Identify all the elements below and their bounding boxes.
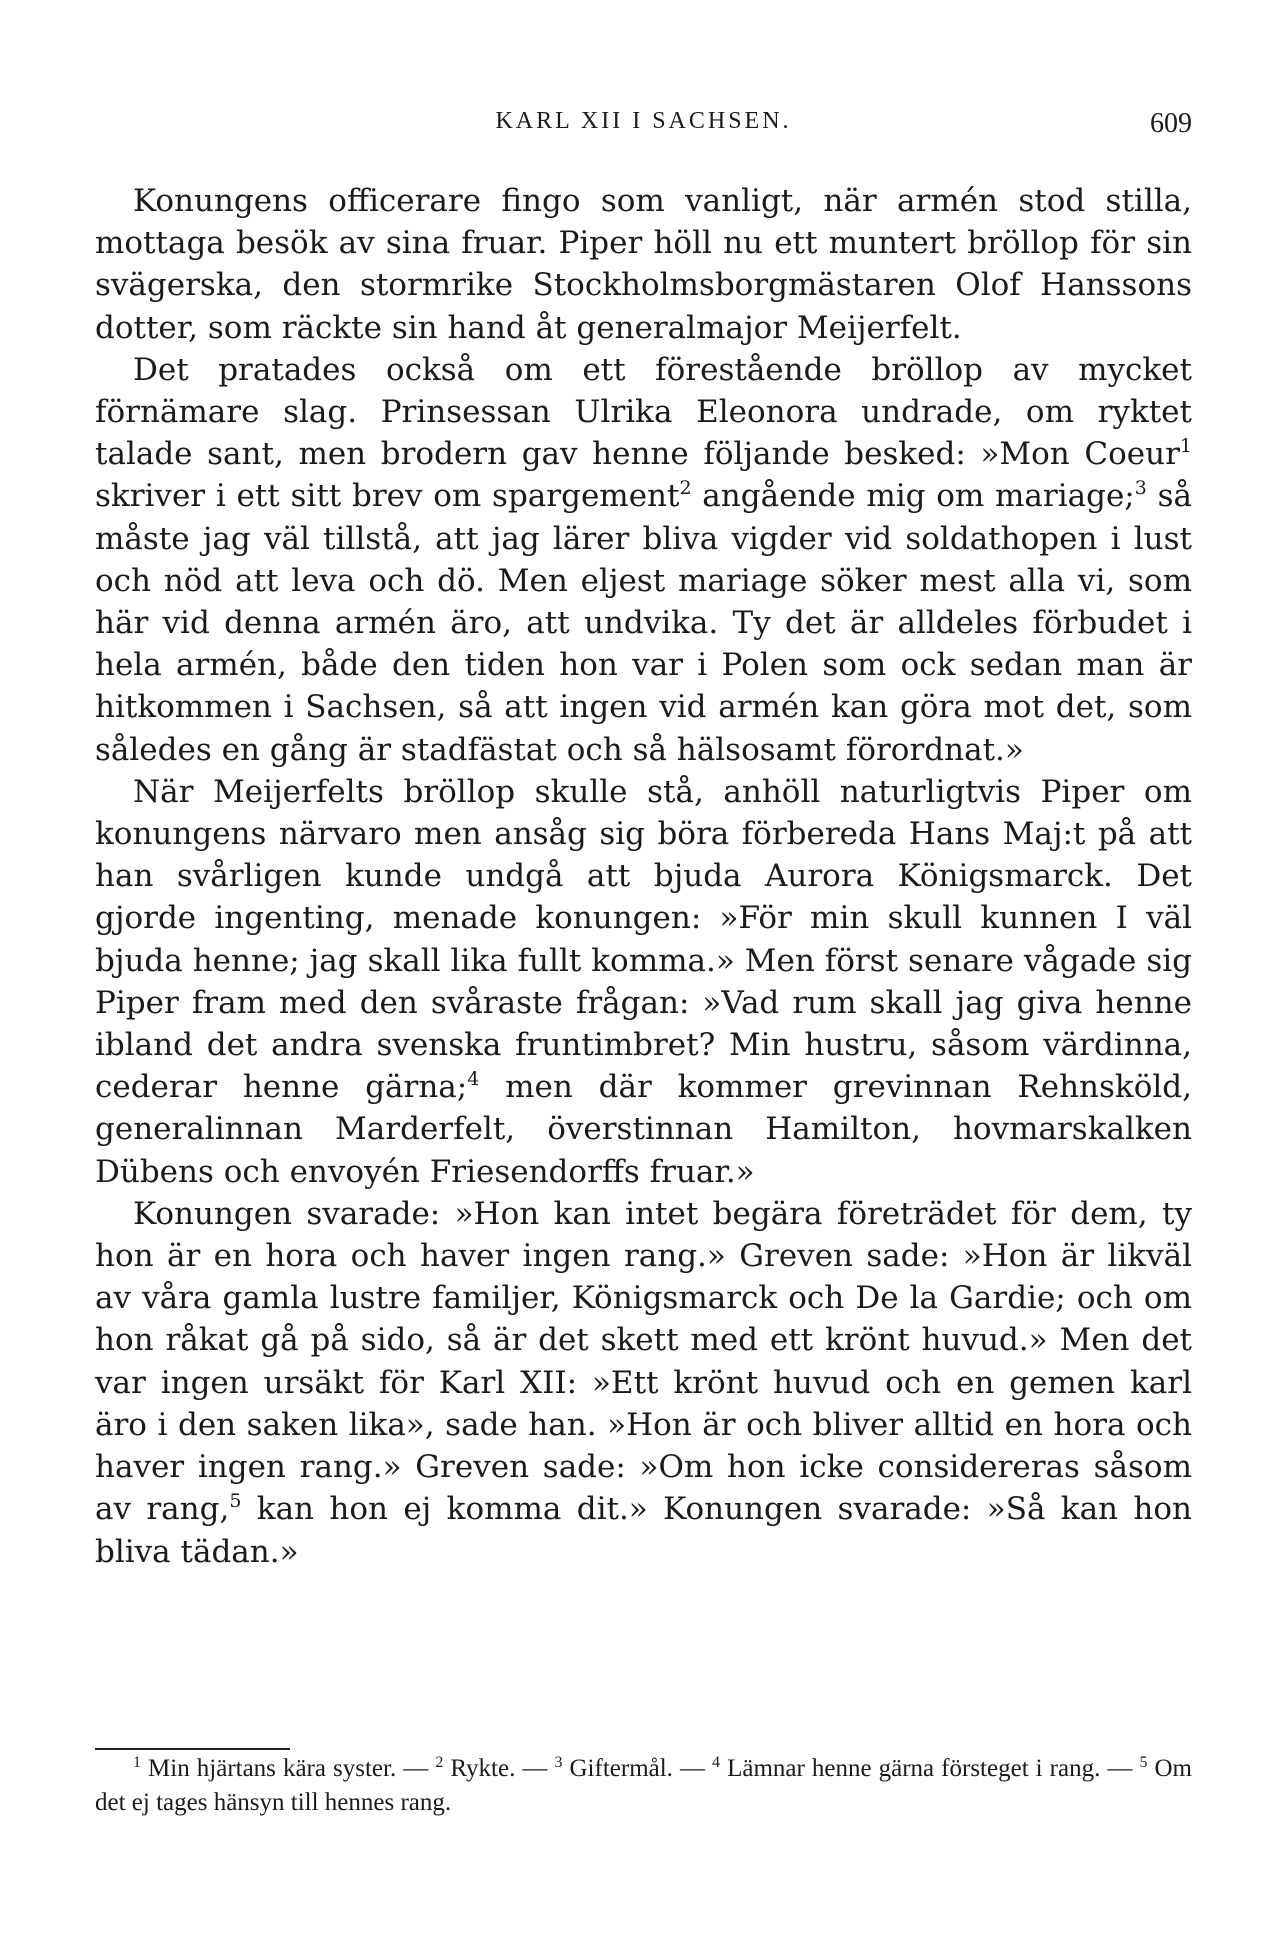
paragraph-3 xyxy=(95,771,1192,1193)
page-number: 609 xyxy=(1150,108,1192,139)
footnotes xyxy=(95,1752,1192,1820)
body-text xyxy=(95,180,1192,1573)
footnote-marker: 4 xyxy=(712,1754,721,1771)
footnote-gloss: Min hjärtans kära syster. — xyxy=(141,1755,436,1782)
footnote-ref: 2 xyxy=(679,477,692,500)
paragraph-text: När Meijerfelts bröllop skulle stå, anhöll naturligtvis Piper om konungens närvaro men ansåg sig böra förbereda Hans Maj:t på att han svårligen kunde undgå att bjuda Aurora Königsmarck. Det gjorde ingenting, menade konungen: »För min skull kunnen I väl bjuda henne; jag skall lika fullt komma.» Men först senare vågade sig Piper fram med den svåraste frågan: »Vad rum skall jag giva henne ibland det andra svenska fruntimbret? Min hustru, såsom värdinna, cederar henne gärna; xyxy=(95,773,1192,1106)
footnote-marker: 5 xyxy=(1139,1754,1148,1771)
paragraph-text: Konungens officerare fingo som vanligt, när armén stod stilla, mottaga besök av sina fruar. Piper höll nu ett muntert bröllop för sin svägerska, den stormrike Stockholmsborgmästaren Olof Hanssons dotter, som räckte sin hand åt generalmajor Meijerfelt. xyxy=(95,183,1192,346)
footnote-ref: 4 xyxy=(467,1068,480,1091)
paragraph-text: så måste jag väl tillstå, att jag lärer bliva vigder vid soldathopen i lust och nöd att leva och dö. Men eljest mariage söker mest alla vi, som här vid denna armén äro, att undvika. Ty det är alldeles förbudet i hela armén, både den tiden hon var i Polen som ock sedan man är hitkommen i Sachsen, så att ingen vid armén kan göra mot det, som således en gång är stadfästat och så hälsosamt förordnat.» xyxy=(95,478,1192,768)
paragraph-4 xyxy=(95,1193,1192,1573)
footnote-ref: 3 xyxy=(1134,477,1147,500)
paragraph-text: kan hon ej komma dit.» Konungen svarade: »Så kan hon bliva tädan.» xyxy=(95,1491,1192,1570)
footnote-gloss: Lämnar henne gärna försteget i rang. — xyxy=(720,1755,1140,1782)
footnote-divider xyxy=(95,1748,290,1750)
running-title: KARL XII I SACHSEN. xyxy=(495,108,792,134)
paragraph-text: angående mig om mariage; xyxy=(691,478,1135,515)
paragraph-1 xyxy=(95,180,1192,349)
paragraph-2 xyxy=(95,349,1192,771)
footnote-text xyxy=(95,1752,1192,1820)
running-head xyxy=(95,108,1192,148)
paragraph-text: Konungen svarade: »Hon kan intet begära företrädet för dem, ty hon är en hora och haver ingen rang.» Greven sade: »Hon är likväl av våra gamla lustre familjer, Königsmarck och De la Gardie; och om hon råkat gå på sido, så är det skett med ett krönt huvud.» Men det var ingen ursäkt för Karl XII: »Ett krönt huvud och en gemen karl äro i den saken lika», sade han. »Hon är och bliver alltid en hora och haver ingen rang.» Greven sade: »Om hon icke considereras såsom av rang, xyxy=(95,1195,1192,1528)
paragraph-text: men där kommer grevinnan Rehnsköld, generalinnan Marderfelt, överstinnan Hamilton, hovmarskalken Dübens och envoyén Friesendorffs fruar.» xyxy=(95,1069,1192,1190)
footnote-ref: 5 xyxy=(229,1490,242,1513)
footnote-gloss: Rykte. — xyxy=(443,1755,555,1782)
paragraph-text: Det pratades också om ett förestående bröllop av mycket förnämare slag. Prinsessan Ulrika Eleonora undrade, om ryktet talade sant, men brodern gav henne följande besked: »Mon Coeur xyxy=(95,351,1192,473)
footnote-marker: 1 xyxy=(133,1754,141,1771)
footnote-gloss: Giftermål. — xyxy=(562,1755,713,1782)
footnote-marker: 3 xyxy=(554,1754,563,1771)
footnote-ref: 1 xyxy=(1179,435,1192,458)
paragraph-text: skriver i ett sitt brev om spargement xyxy=(95,478,680,515)
footnote-gloss: Om det ej tages hänsyn till hennes rang. xyxy=(95,1755,1193,1816)
footnote-marker: 2 xyxy=(435,1754,444,1771)
